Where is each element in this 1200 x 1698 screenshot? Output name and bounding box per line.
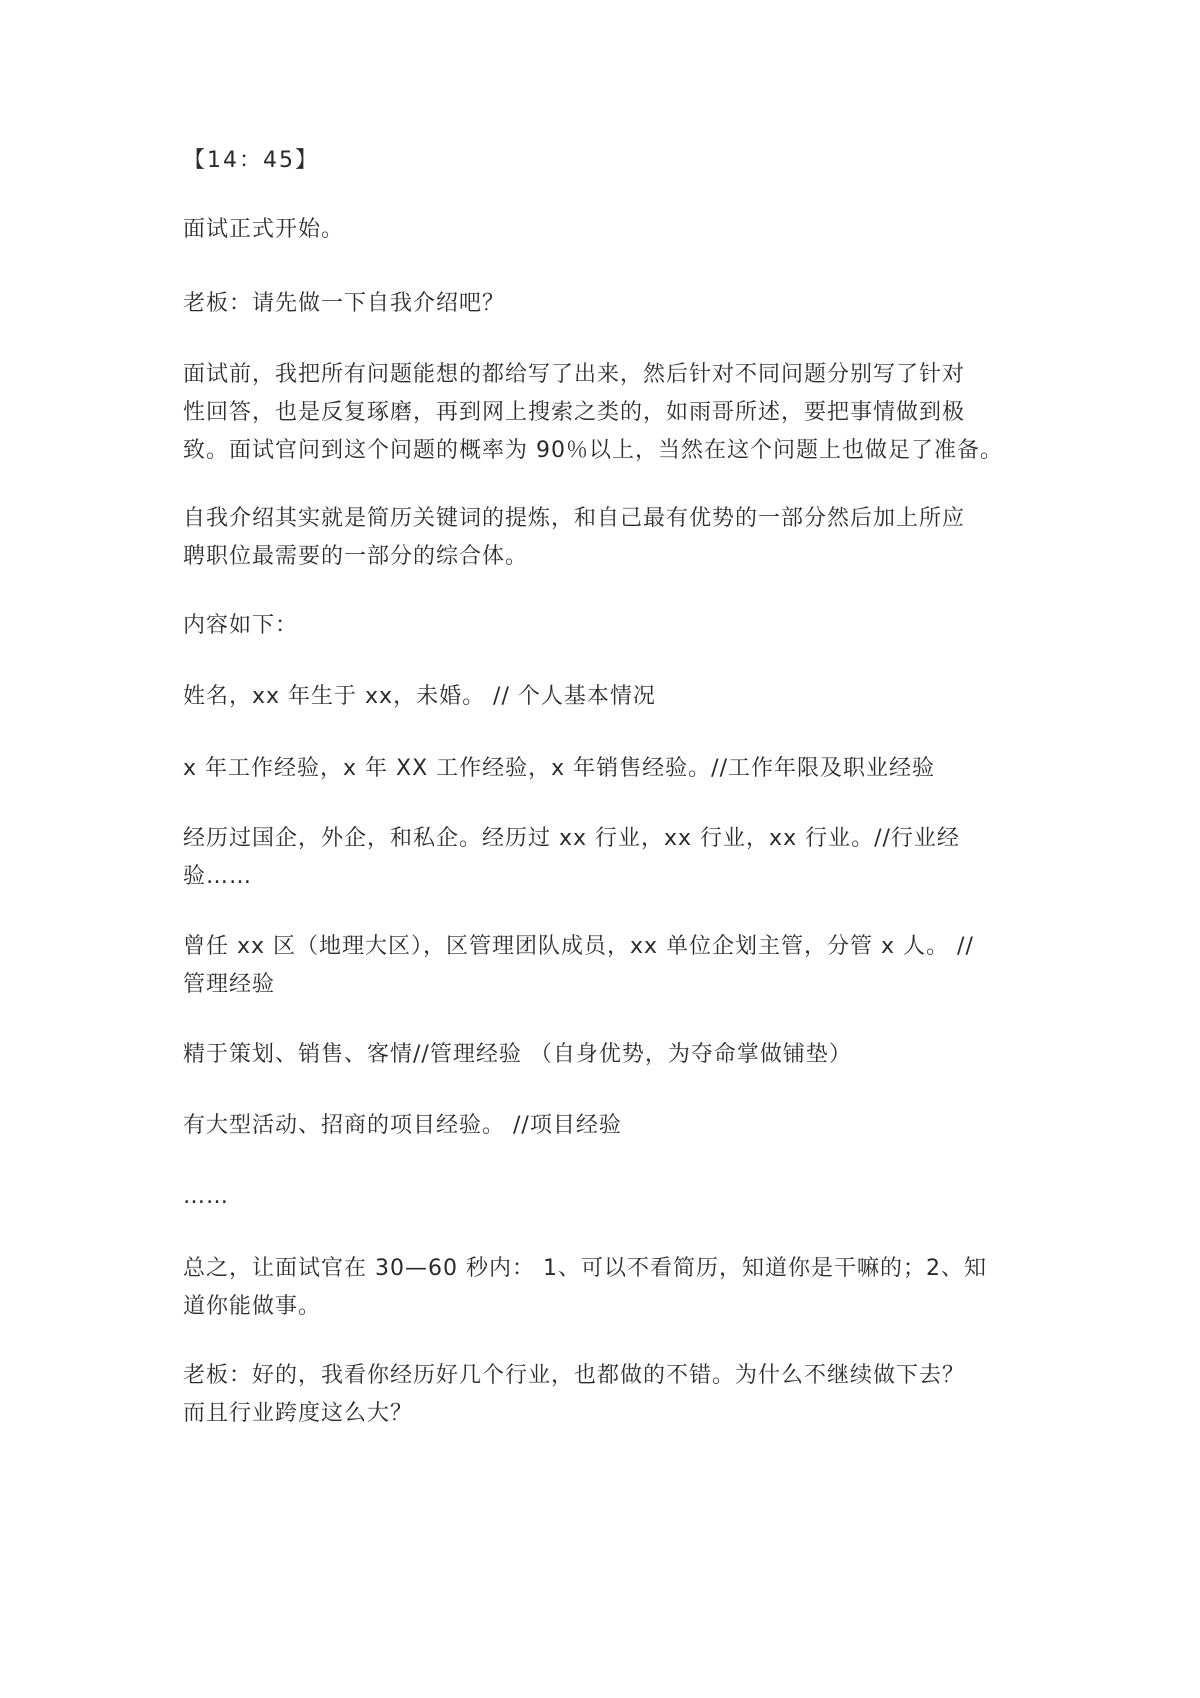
paragraph-line: 面试正式开始。 (183, 217, 345, 242)
paragraph-management-experience (183, 928, 1043, 1004)
timestamp-text: 【14：45】 (183, 148, 319, 173)
paragraph-boss-followup (183, 1357, 1043, 1433)
paragraph-line: 验…… (183, 864, 253, 889)
paragraph-basic-info (183, 678, 1043, 716)
paragraph-strengths (183, 1036, 1043, 1074)
paragraph-content-label (183, 607, 1043, 645)
paragraph-interview-start (183, 211, 1043, 249)
paragraph-line: 道你能做事。 (183, 1294, 322, 1319)
paragraph-line: 而且行业跨度这么大？ (183, 1401, 414, 1426)
paragraph-line: 有大型活动、招商的项目经验。 //项目经验 (183, 1113, 622, 1138)
paragraph-line: 面试前，我把所有问题能想的都给写了出来，然后针对不同问题分别写了针对 (183, 362, 966, 387)
paragraph-line: …… (183, 1184, 229, 1209)
timestamp-heading (183, 142, 1043, 180)
paragraph-summary (183, 1250, 1043, 1326)
paragraph-work-experience (183, 750, 1043, 788)
paragraph-line: 性回答，也是反复琢磨，再到网上搜索之类的，如雨哥所述，要把事情做到极 (183, 400, 966, 425)
paragraph-boss-question-intro (183, 285, 1043, 323)
paragraph-line: 姓名，xx 年生于 xx，未婚。 // 个人基本情况 (183, 684, 656, 709)
paragraph-preparation (183, 356, 1043, 470)
paragraph-line: 致。面试官问到这个问题的概率为 90％以上，当然在这个问题上也做足了准备。 (183, 438, 1003, 463)
paragraph-project-experience (183, 1107, 1043, 1145)
paragraph-line: x 年工作经验，x 年 XX 工作经验，x 年销售经验。//工作年限及职业经验 (183, 756, 935, 781)
paragraph-line: 经历过国企，外企，和私企。经历过 xx 行业，xx 行业，xx 行业。//行业经 (183, 826, 960, 851)
paragraph-line: 曾任 xx 区（地理大区），区管理团队成员，xx 单位企划主管，分管 x 人。 // (183, 934, 974, 959)
paragraph-line: 内容如下： (183, 613, 299, 638)
paragraph-ellipsis (183, 1178, 1043, 1216)
paragraph-industry-experience (183, 820, 1043, 896)
paragraph-line: 自我介绍其实就是简历关键词的提炼，和自己最有优势的一部分然后加上所应 (183, 506, 966, 531)
paragraph-line: 管理经验 (183, 972, 276, 997)
paragraph-line: 精于策划、销售、客情//管理经验 （自身优势，为夺命掌做铺垫） (183, 1042, 852, 1067)
paragraph-line: 聘职位最需要的一部分的综合体。 (183, 544, 529, 569)
paragraph-line: 总之，让面试官在 30—60 秒内： 1、可以不看简历，知道你是干嘛的；2、知 (183, 1256, 987, 1281)
paragraph-line: 老板：好的，我看你经历好几个行业，也都做的不错。为什么不继续做下去？ (183, 1363, 966, 1388)
paragraph-self-intro-definition (183, 500, 1043, 576)
paragraph-line: 老板：请先做一下自我介绍吧？ (183, 291, 506, 316)
